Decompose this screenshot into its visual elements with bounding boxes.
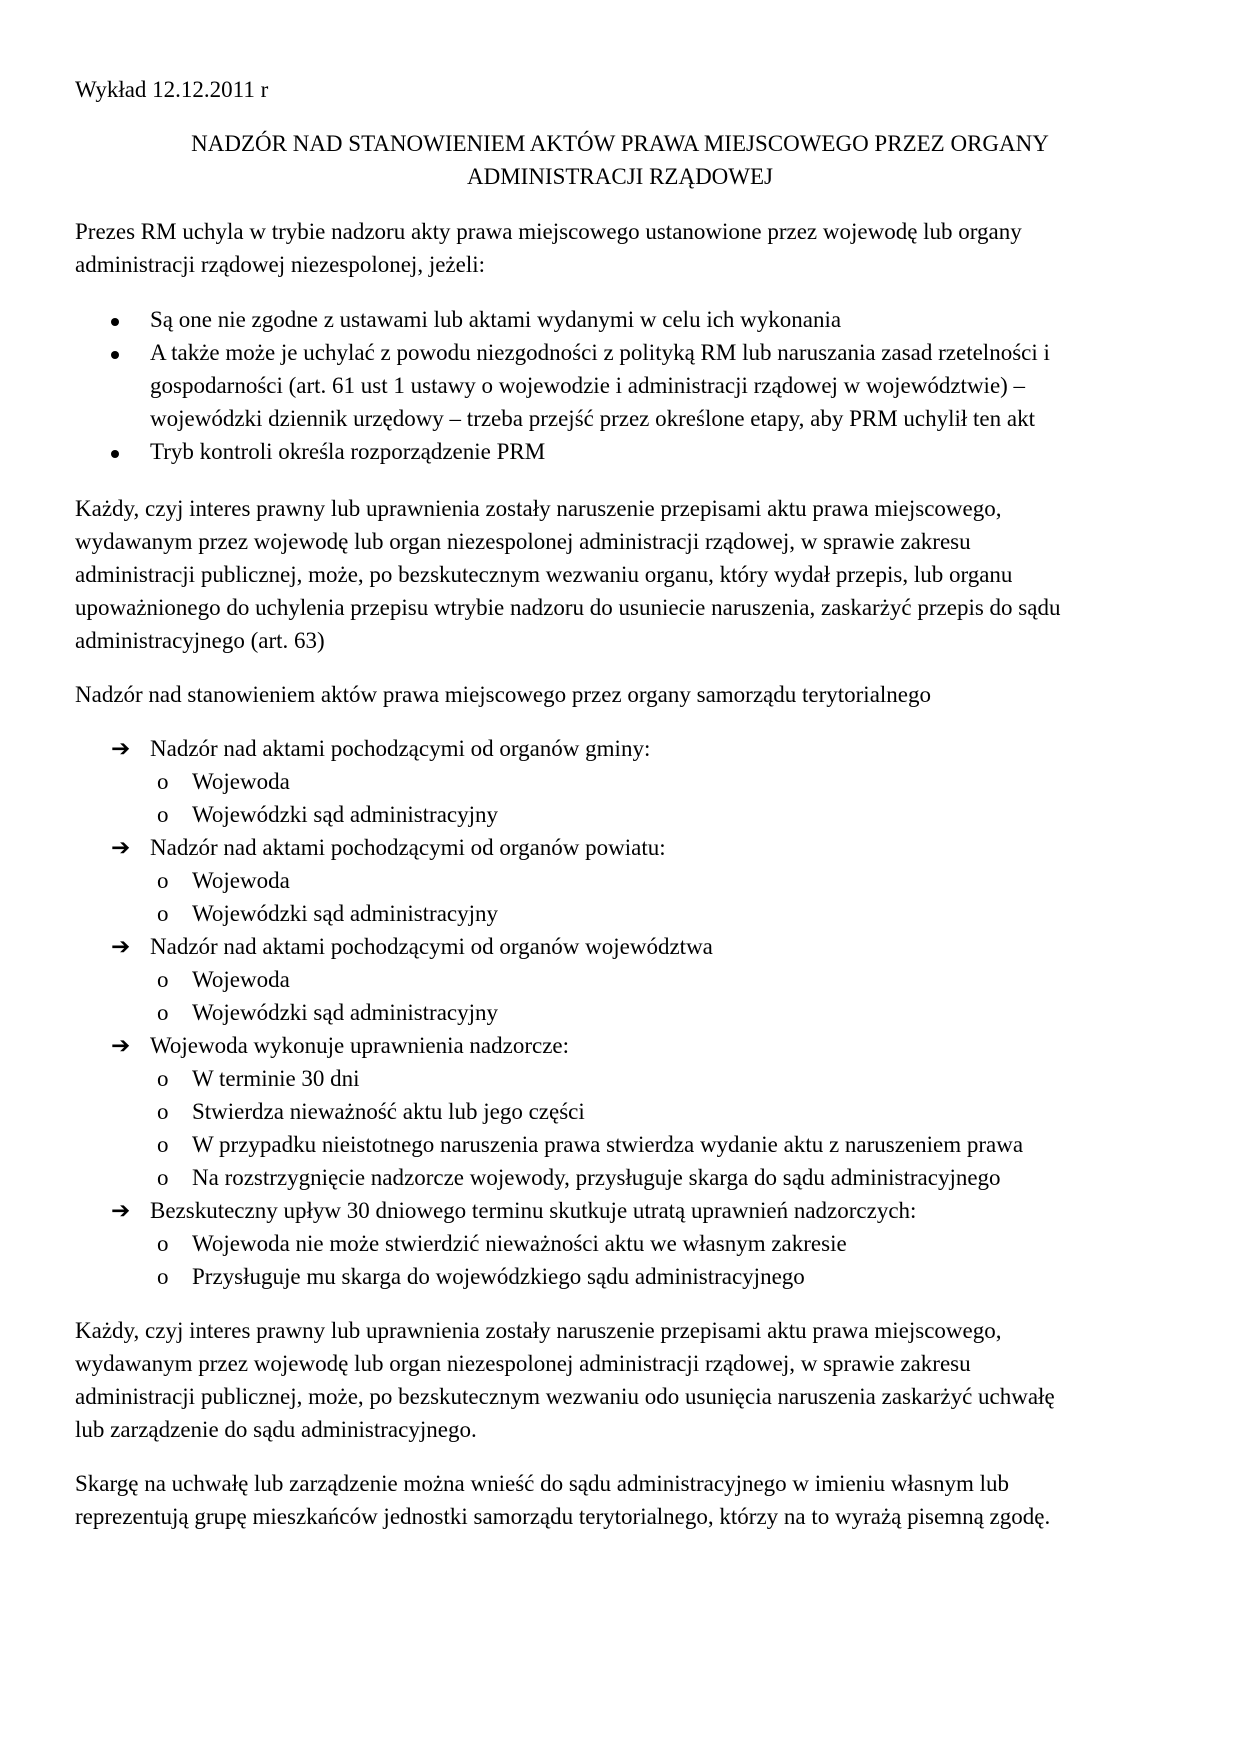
bullet-item xyxy=(75,336,1050,369)
title-line: NADZÓR NAD STANOWIENIEM AKTÓW PRAWA MIEJSCOWEGO PRZEZ ORGANY xyxy=(191,131,1049,156)
sub-item-text: W przypadku nieistotnego naruszenia prawa stwierdza wydanie aktu z naruszeniem prawa xyxy=(192,1132,1024,1157)
arrow-item xyxy=(75,1029,1023,1062)
sub-item-text: Wojewoda xyxy=(192,967,290,992)
bullet-item xyxy=(75,369,1050,402)
p3-text: Nadzór nad stanowieniem aktów prawa miejscowego przez organy samorządu terytorialnego xyxy=(75,682,932,707)
arrow-right-icon: ➔ xyxy=(111,1033,131,1058)
text-line: upoważnionego do uchylenia przepisu wtrybie nadzoru do usuniecie naruszenia, zaskarżyć przepis do sądu xyxy=(75,595,1061,620)
text-line: wydawanym przez wojewodę lub organ niezespolonej administracji rządowej, w sprawie zakresu xyxy=(75,529,971,554)
arrow-item-text: Nadzór nad aktami pochodzącymi od organów powiatu: xyxy=(150,835,666,860)
sub-item-text: Wojewoda xyxy=(192,868,290,893)
sub-item-text: Wojewoda nie może stwierdzić nieważności aktu we własnym zakresie xyxy=(192,1231,847,1256)
text-line: administracji publicznej, może, po bezskutecznym wezwaniu organu, który wydał przepis, lub organu xyxy=(75,562,1013,587)
text-line: wydawanym przez wojewodę lub organ niezespolonej administracji rządowej, w sprawie zakresu xyxy=(75,1351,971,1376)
bullet-item xyxy=(75,303,1050,336)
sub-item-text: Wojewódzki sąd administracyjny xyxy=(192,901,499,926)
bullet-text: gospodarności (art. 61 ust 1 ustawy o wojewodzie i administracji rządowej w województwie) – xyxy=(150,373,1026,398)
sub-item xyxy=(75,1062,1023,1095)
bullet-text: Są one nie zgodne z ustawami lub aktami wydanymi w celu ich wykonania xyxy=(150,307,842,332)
paragraph-3 xyxy=(75,678,931,711)
circle-bullet-icon: o xyxy=(157,1264,169,1289)
sub-item xyxy=(75,765,1023,798)
arrow-item xyxy=(75,732,1023,765)
arrow-item-text: Bezskuteczny upływ 30 dniowego terminu skutkuje utratą uprawnień nadzorczych: xyxy=(150,1198,917,1223)
circle-bullet-icon: o xyxy=(157,967,169,992)
bullet-text: wojewódzki dziennik urzędowy – trzeba przejść przez określone etapy, aby PRM uchylił ten akt xyxy=(150,406,1035,431)
circle-bullet-icon: o xyxy=(157,1231,169,1256)
document-title xyxy=(0,127,1240,193)
arrow-right-icon: ➔ xyxy=(111,1198,131,1223)
bullet-item xyxy=(75,402,1050,435)
sub-item-text: Stwierdza nieważność aktu lub jego części xyxy=(192,1099,585,1124)
text-line: Każdy, czyj interes prawny lub uprawnienia zostały naruszenie przepisami aktu prawa miejscowego, xyxy=(75,1318,1002,1343)
text-line: Skargę na uchwałę lub zarządzenie można wnieść do sądu administracyjnego w imieniu własnym lub xyxy=(75,1471,1009,1496)
text-line: administracji publicznej, może, po bezskutecznym wezwaniu odo usunięcia naruszenia zaskarżyć uchwałę xyxy=(75,1384,1055,1409)
sub-item-text: Przysługuje mu skarga do wojewódzkiego sądu administracyjnego xyxy=(192,1264,805,1289)
arrow-right-icon: ➔ xyxy=(111,736,131,761)
bullet-item xyxy=(75,435,1050,468)
bullet-text: Tryb kontroli określa rozporządzenie PRM xyxy=(150,439,546,464)
text-line: reprezentują grupę mieszkańców jednostki samorządu terytorialnego, którzy na to wyrażą pisemną zgodę. xyxy=(75,1504,1051,1529)
sub-item-text: Na rozstrzygnięcie nadzorcze wojewody, przysługuje skarga do sądu administracyjnego xyxy=(192,1165,1001,1190)
sub-item xyxy=(75,798,1023,831)
text-line: administracji rządowej niezespolonej, jeżeli: xyxy=(75,252,486,277)
sub-item-text: Wojewódzki sąd administracyjny xyxy=(192,802,499,827)
sub-item xyxy=(75,1095,1023,1128)
sub-item xyxy=(75,897,1023,930)
sub-item xyxy=(75,1260,1023,1293)
bullet-list xyxy=(75,303,1050,468)
sub-item xyxy=(75,1161,1023,1194)
arrow-item-text: Nadzór nad aktami pochodzącymi od organów województwa xyxy=(150,934,713,959)
arrow-right-icon: ➔ xyxy=(111,835,131,860)
bullet-icon xyxy=(111,435,119,468)
sub-item-text: Wojewódzki sąd administracyjny xyxy=(192,1000,499,1025)
lecture-date xyxy=(75,73,268,106)
paragraph-4 xyxy=(75,1314,1055,1446)
circle-bullet-icon: o xyxy=(157,769,169,794)
arrow-item xyxy=(75,831,1023,864)
sub-item xyxy=(75,1227,1023,1260)
circle-bullet-icon: o xyxy=(157,1099,169,1124)
sub-item xyxy=(75,996,1023,1029)
bullet-icon xyxy=(111,303,119,336)
text-line: Każdy, czyj interes prawny lub uprawnienia zostały naruszenie przepisami aktu prawa miejscowego, xyxy=(75,496,1002,521)
bullet-text: A także może je uchylać z powodu niezgodności z polityką RM lub naruszania zasad rzetelności i xyxy=(150,340,1050,365)
arrow-item-text: Nadzór nad aktami pochodzącymi od organów gminy: xyxy=(150,736,651,761)
sub-item xyxy=(75,864,1023,897)
circle-bullet-icon: o xyxy=(157,1165,169,1190)
paragraph-2 xyxy=(75,492,1060,657)
circle-bullet-icon: o xyxy=(157,802,169,827)
arrow-list xyxy=(75,732,1023,1293)
paragraph-5 xyxy=(75,1467,1050,1533)
sub-item xyxy=(75,963,1023,996)
circle-bullet-icon: o xyxy=(157,1132,169,1157)
arrow-item-text: Wojewoda wykonuje uprawnienia nadzorcze: xyxy=(150,1033,570,1058)
circle-bullet-icon: o xyxy=(157,1066,169,1091)
circle-bullet-icon: o xyxy=(157,1000,169,1025)
text-line: administracyjnego (art. 63) xyxy=(75,628,325,653)
header-text: Wykład 12.12.2011 r xyxy=(75,77,269,102)
sub-item xyxy=(75,1128,1023,1161)
circle-bullet-icon: o xyxy=(157,901,169,926)
bullet-icon xyxy=(111,336,119,369)
arrow-item xyxy=(75,1194,1023,1227)
paragraph-1 xyxy=(75,215,1022,281)
text-line: lub zarządzenie do sądu administracyjnego. xyxy=(75,1417,477,1442)
title-line: ADMINISTRACJI RZĄDOWEJ xyxy=(466,164,774,189)
arrow-item xyxy=(75,930,1023,963)
circle-bullet-icon: o xyxy=(157,868,169,893)
sub-item-text: Wojewoda xyxy=(192,769,290,794)
arrow-right-icon: ➔ xyxy=(111,934,131,959)
sub-item-text: W terminie 30 dni xyxy=(192,1066,360,1091)
text-line: Prezes RM uchyla w trybie nadzoru akty prawa miejscowego ustanowione przez wojewodę lub organy xyxy=(75,219,1022,244)
